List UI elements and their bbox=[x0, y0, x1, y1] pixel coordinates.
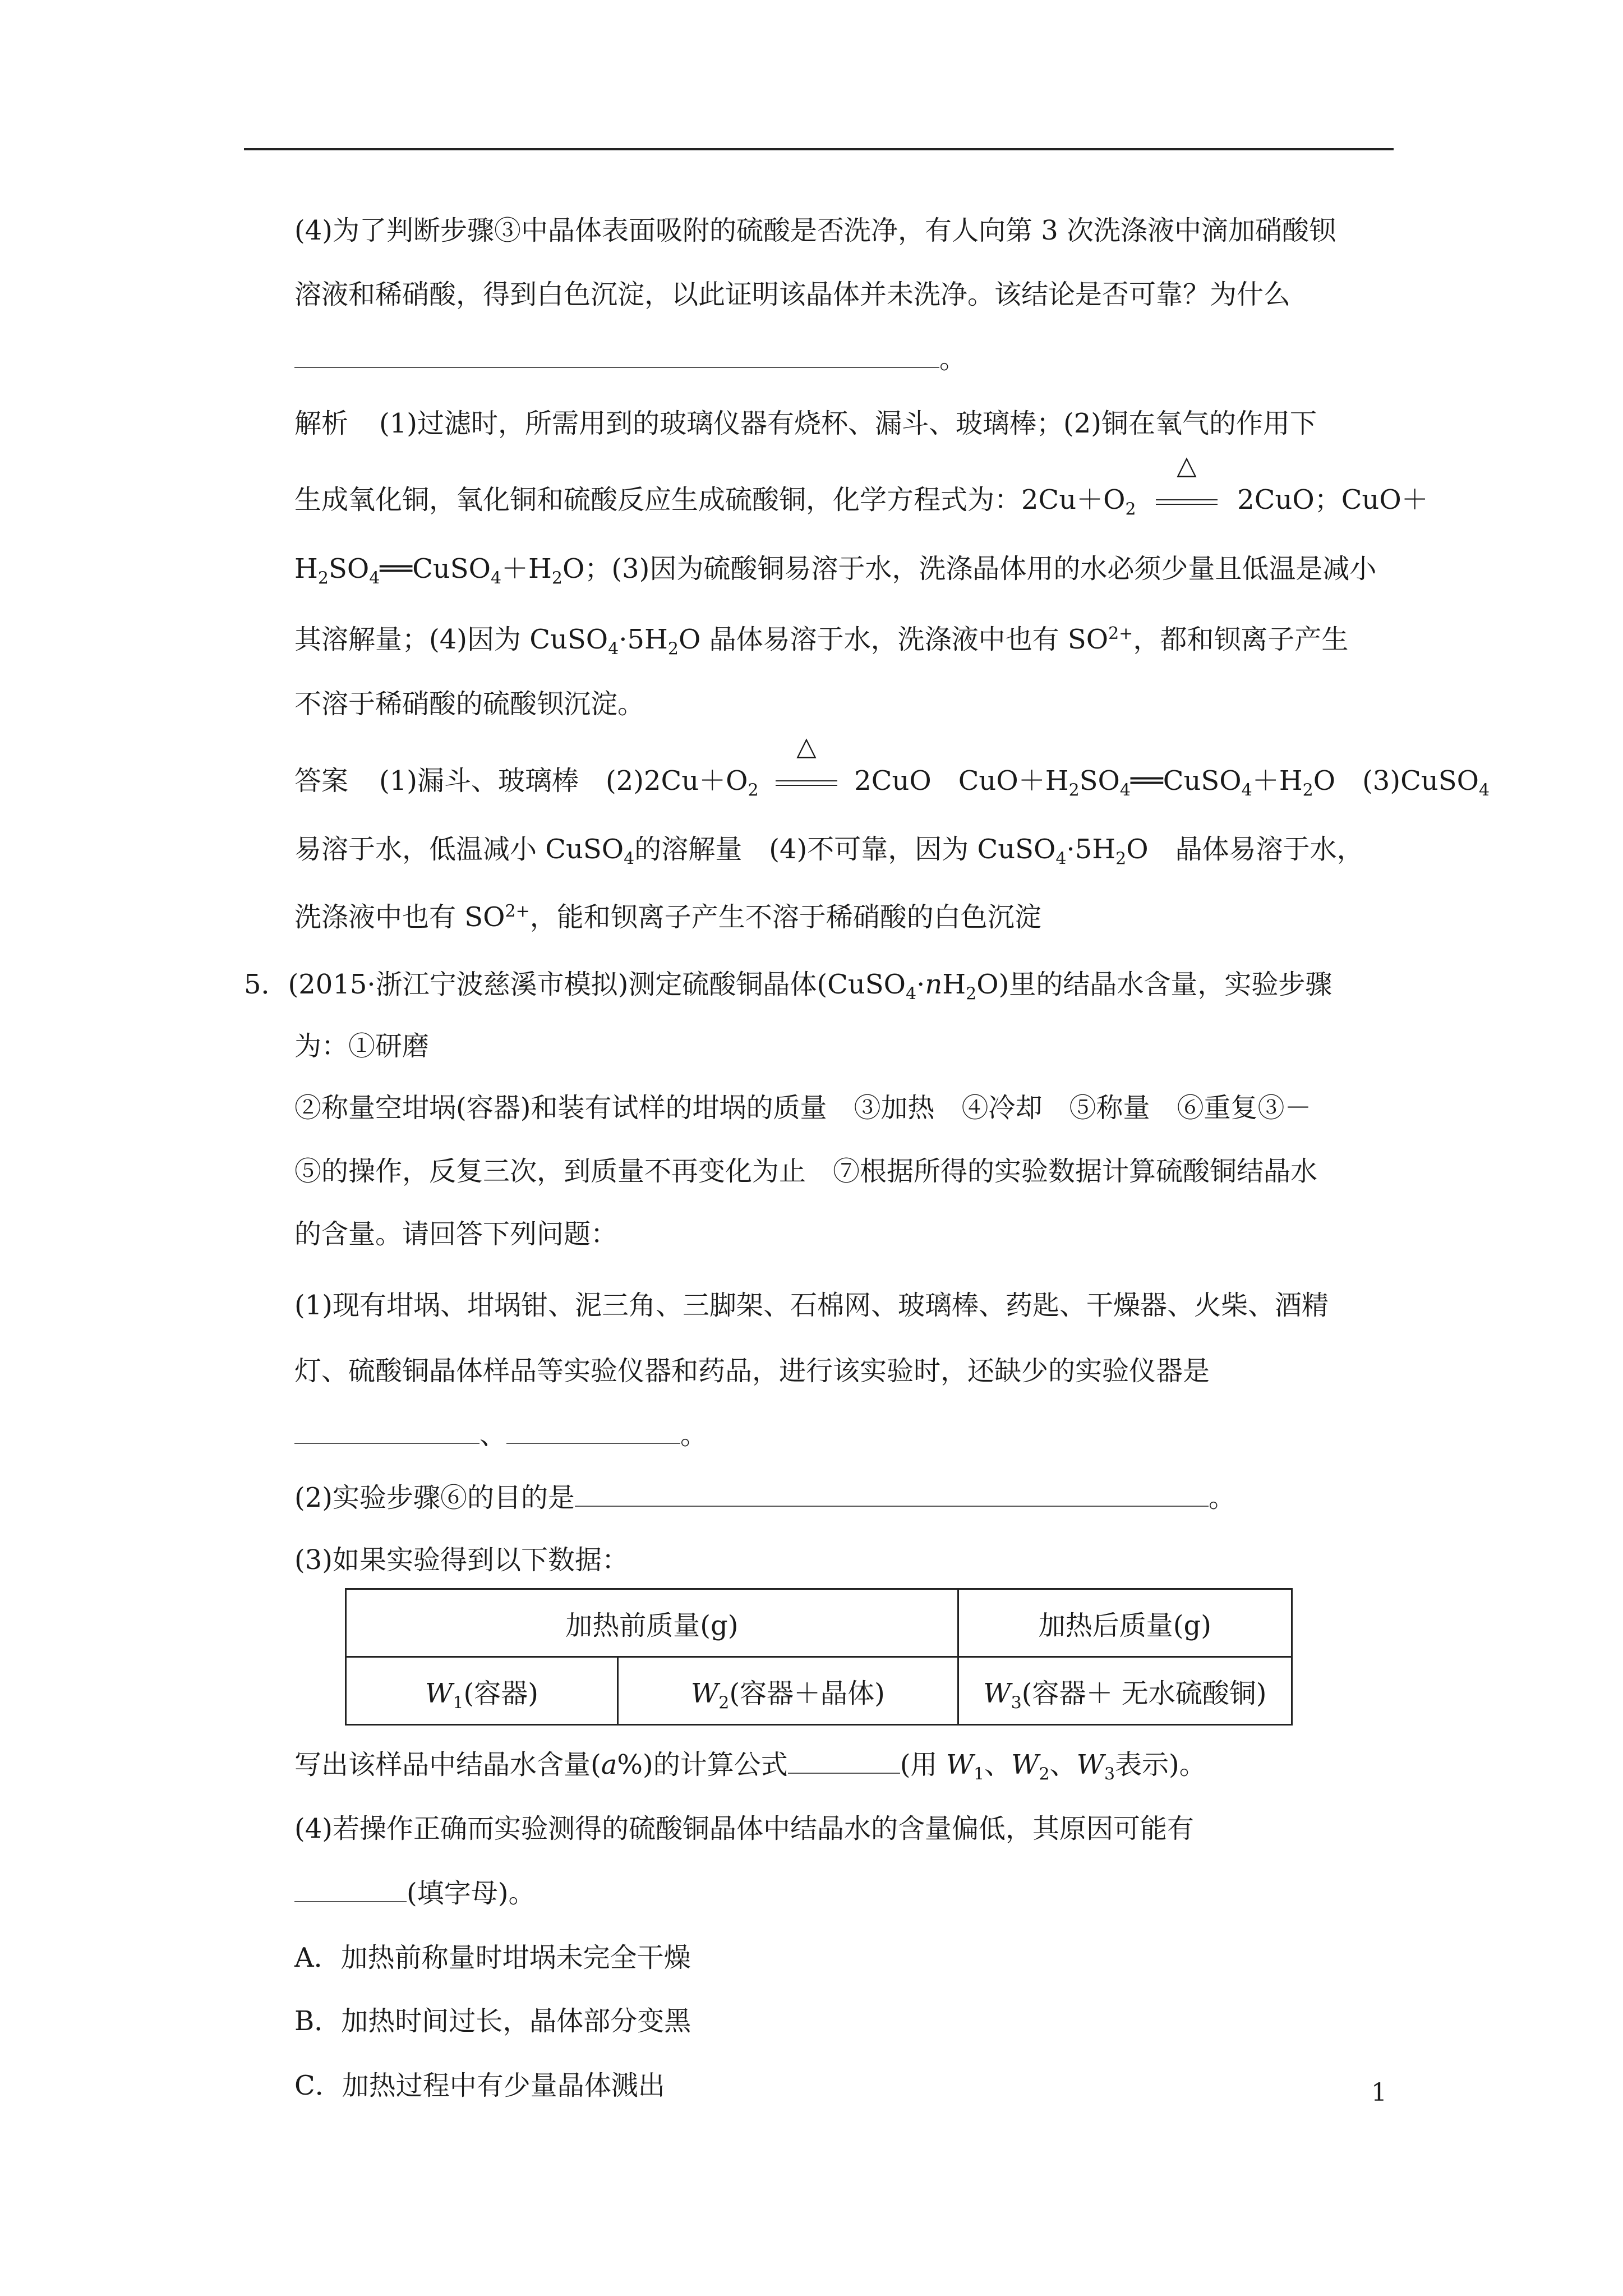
analysis-line-3: $H_2SO_4══CuSO_4+H_2O$；(3)因为硫酸铜易溶于水，洗涤晶体用的水必须少量且低温是减小 bbox=[294, 553, 1377, 588]
q5-part2-line: (2)实验步骤⑥的目的是 。 bbox=[294, 1482, 1236, 1513]
answer-blank[interactable] bbox=[506, 1418, 680, 1444]
q4-line-2: 溶液和稀硝酸，得到白色沉淀，以此证明该晶体并未洗净。该结论是否可靠？为什么 bbox=[294, 279, 1291, 310]
analysis-line-2: 生成氧化铜，氧化铜和硫酸反应生成硫酸铜，化学方程式为：$2Cu+O_2$ △ 2CuO；CuO＋ bbox=[294, 483, 1428, 517]
q5-part3-formula-line: 写出该样品中结晶水含量(a%)的计算公式 (用 $W_1$、$W_2$、$W_3$表示)。 bbox=[294, 1749, 1206, 1784]
answer-line-1: 答案 (1)漏斗、玻璃棒 $(2)2Cu+O_2$ △ 2CuO $CuO+H_2SO_4══CuSO_4+H_2O$ (3)CuSO$_4$ bbox=[294, 764, 1490, 798]
page-number: 1 bbox=[1371, 2078, 1387, 2107]
answer-label: 答案 bbox=[294, 765, 349, 797]
table-cell-w1: $W_1$(容器) bbox=[346, 1657, 618, 1725]
option-a: A．加热前称量时坩埚未完全干燥 bbox=[294, 1942, 691, 1973]
delta-symbol: △ bbox=[796, 731, 817, 761]
analysis-label: 解析 bbox=[294, 408, 349, 439]
table-cell-w2: $W_2$(容器＋晶体) bbox=[618, 1657, 958, 1725]
q5-part1-line-3: 、 。 bbox=[294, 1418, 707, 1452]
q5-line-4: ⑤的操作，反复三次，到质量不再变化为止 ⑦根据所得的实验数据计算硫酸铜结晶水 bbox=[294, 1156, 1318, 1187]
q5-part3-line: (3)如果实验得到以下数据： bbox=[294, 1544, 629, 1576]
analysis-line-5: 不溶于稀硝酸的硫酸钡沉淀。 bbox=[294, 688, 645, 720]
answer-blank[interactable] bbox=[294, 1418, 479, 1444]
table-cell-w3: $W_3$(容器＋ 无水硫酸铜) bbox=[958, 1657, 1292, 1725]
q5-part1-line-2: 灯、硫酸铜晶体样品等实验仪器和药品，进行该实验时，还缺少的实验仪器是 bbox=[294, 1355, 1210, 1387]
q5-line-1: 5．(2015·浙江宁波慈溪市模拟)测定硫酸铜晶体$(CuSO_4\cdot nH_2O)$里的结晶水含量，实验步骤 bbox=[244, 969, 1332, 1004]
analysis-line-4: 其溶解量；(4)因为 $CuSO_4\cdot 5H_2O$ 晶体易溶于水，洗涤液中也有 $SO^{2+}$，都和钡离子产生 bbox=[294, 624, 1349, 659]
answer-blank[interactable] bbox=[575, 1481, 1209, 1507]
q5-part1-line-1: (1)现有坩埚、坩埚钳、泥三角、三脚架、石棉网、玻璃棒、药匙、干燥器、火柴、酒精 bbox=[294, 1290, 1329, 1321]
table-header-before-heating: 加热前质量(g) bbox=[346, 1589, 958, 1657]
answer-line-3: 洗涤液中也有 $SO^{2+}$，能和钡离子产生不溶于稀硝酸的白色沉淀 bbox=[294, 901, 1041, 933]
q5-line-5: 的含量。请回答下列问题： bbox=[294, 1218, 618, 1250]
heating-condition-arrow bbox=[1145, 450, 1229, 517]
q5-line-3: ②称量空坩埚(容器)和装有试样的坩埚的质量 ③加热 ④冷却 ⑤称量 ⑥重复③－ bbox=[294, 1092, 1312, 1124]
header-rule bbox=[244, 148, 1394, 150]
answer-blank[interactable] bbox=[788, 1748, 900, 1774]
answer-blank[interactable] bbox=[294, 1876, 407, 1902]
mass-data-table bbox=[345, 1588, 1293, 1726]
option-b: B．加热时间过长，晶体部分变黑 bbox=[294, 2005, 691, 2037]
q5-line-2: 为：①研磨 bbox=[294, 1030, 430, 1062]
option-c: C．加热过程中有少量晶体溅出 bbox=[294, 2070, 665, 2101]
answer-blank[interactable] bbox=[294, 342, 939, 368]
q5-part4-line-2: (填字母)。 bbox=[294, 1876, 535, 1910]
q5-part4-line-1: (4)若操作正确而实验测得的硫酸铜晶体中结晶水的含量偏低，其原因可能有 bbox=[294, 1813, 1194, 1844]
heating-condition-arrow bbox=[767, 731, 846, 798]
table-header-after-heating: 加热后质量(g) bbox=[958, 1589, 1292, 1657]
delta-symbol: △ bbox=[1177, 450, 1197, 480]
answer-line-2: 易溶于水，低温减小 CuSO$_4$的溶解量 (4)不可靠，因为 $CuSO_4\cdot 5H_2O$ 晶体易溶于水， bbox=[294, 834, 1364, 869]
q4-line-3: 。 bbox=[294, 342, 966, 376]
q4-line-1: (4)为了判断步骤③中晶体表面吸附的硫酸是否洗净，有人向第 3 次洗涤液中滴加硝酸钡 bbox=[294, 215, 1336, 246]
analysis-line-1: 解析 (1)过滤时，所需用到的玻璃仪器有烧杯、漏斗、玻璃棒；(2)铜在氧气的作用下 bbox=[294, 408, 1317, 439]
